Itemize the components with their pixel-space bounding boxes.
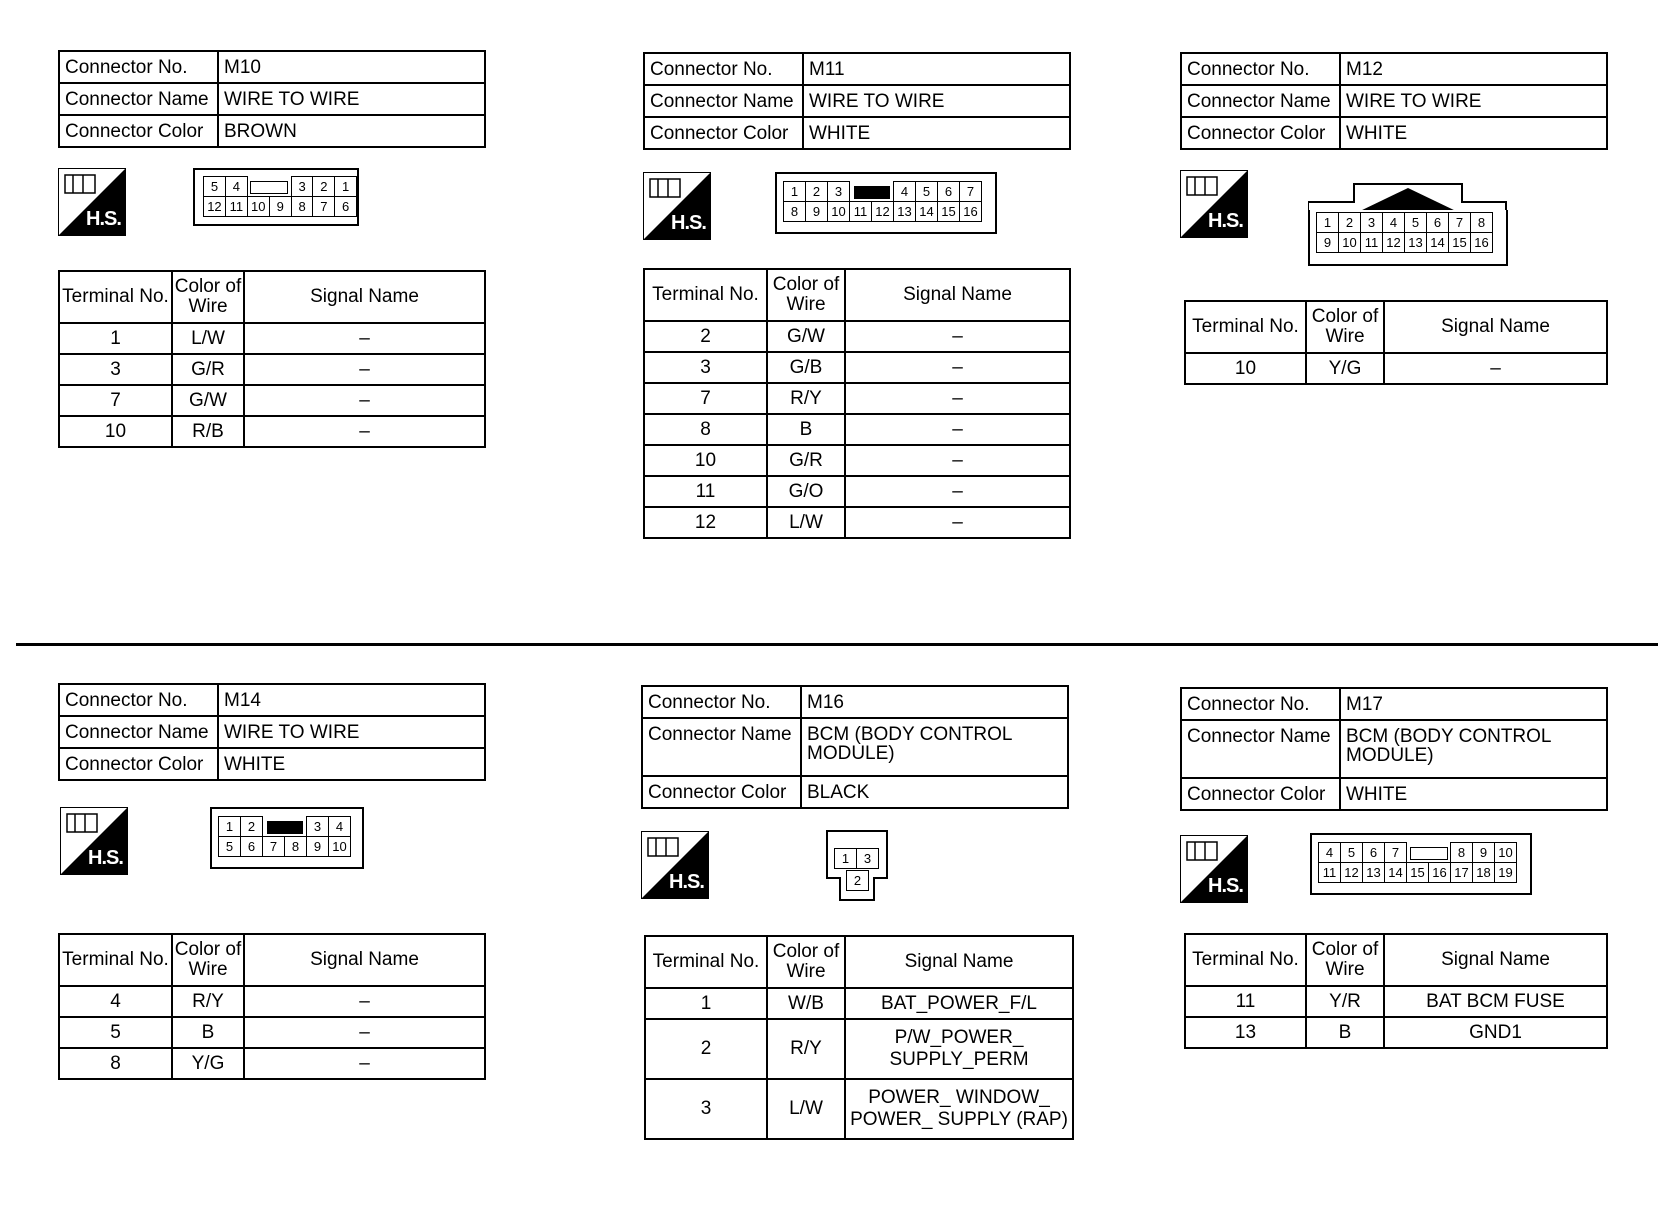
pin: 4 <box>1319 843 1341 863</box>
pin: 10 <box>1339 233 1361 253</box>
hs-label: H.S. <box>669 871 704 893</box>
pin: 1 <box>835 849 857 869</box>
table-row: 4 R/Y – <box>59 986 485 1017</box>
connector-body <box>1308 210 1508 266</box>
pin: 7 <box>960 182 982 202</box>
table-row: 7 R/Y – <box>644 383 1070 414</box>
pin: 5 <box>204 177 226 197</box>
header-color-of-wire: Color of Wire <box>767 936 845 988</box>
connector-name-value: WIRE TO WIRE <box>803 85 1070 117</box>
connector-color-value: BLACK <box>801 776 1068 808</box>
pin-grid <box>834 848 879 869</box>
pin-grid <box>1316 212 1493 253</box>
connector-panel-m10 <box>58 50 498 442</box>
connector-no-value: M16 <box>801 686 1068 718</box>
table-row: 3 G/R – <box>59 354 485 385</box>
pin: 5 <box>1341 843 1363 863</box>
pin: 3 <box>857 849 879 869</box>
connector-no-value: M11 <box>803 53 1070 85</box>
connector-name-value: BCM (BODY CONTROL MODULE) <box>1340 720 1607 778</box>
pin: 16 <box>960 202 982 222</box>
pin: 6 <box>335 197 357 217</box>
pin: 12 <box>1341 863 1363 883</box>
pin-grid <box>218 816 351 857</box>
pin: 8 <box>291 197 313 217</box>
connector-panel-m11 <box>643 52 1083 533</box>
connector-face-diagram <box>193 168 359 226</box>
pin: 15 <box>1407 863 1429 883</box>
pin: 11 <box>1319 863 1341 883</box>
connector-info-table <box>1180 52 1608 150</box>
pin: 6 <box>938 182 960 202</box>
label-connector-color: Connector Color <box>1181 117 1340 149</box>
header-color-of-wire: Color of Wire <box>767 269 845 321</box>
table-row: 12 L/W – <box>644 507 1070 538</box>
table-row: 1 W/B BAT_POWER_F/L <box>645 988 1073 1019</box>
table-row: 10 Y/G – <box>1185 353 1607 384</box>
table-row: 10 R/B – <box>59 416 485 447</box>
hs-label: H.S. <box>88 847 123 869</box>
pin: 5 <box>1405 213 1427 233</box>
table-row: 7 G/W – <box>59 385 485 416</box>
pin: 10 <box>1495 843 1517 863</box>
connector-no-value: M14 <box>218 684 485 716</box>
pin-grid <box>783 181 982 222</box>
pin: 15 <box>1449 233 1471 253</box>
label-connector-no: Connector No. <box>1181 53 1340 85</box>
pin: 9 <box>1473 843 1495 863</box>
label-connector-color: Connector Color <box>59 748 218 780</box>
pin: 17 <box>1451 863 1473 883</box>
table-row: 11 G/O – <box>644 476 1070 507</box>
pin: 7 <box>313 197 335 217</box>
pin: 2 <box>241 817 263 837</box>
connector-color-value: WHITE <box>218 748 485 780</box>
pin: 11 <box>225 197 247 217</box>
table-row: 8 Y/G – <box>59 1048 485 1079</box>
connector-info-table <box>58 683 486 781</box>
hs-label: H.S. <box>1208 210 1243 232</box>
pin: 8 <box>1471 213 1493 233</box>
label-connector-name: Connector Name <box>642 718 801 776</box>
harness-side-icon <box>1180 170 1248 238</box>
header-color-of-wire: Color of Wire <box>1306 301 1384 353</box>
connector-color-value: WHITE <box>1340 778 1607 810</box>
table-row: 2 R/Y P/W_POWER_ SUPPLY_PERM <box>645 1019 1073 1079</box>
pin: 5 <box>916 182 938 202</box>
hs-label: H.S. <box>86 208 121 230</box>
pin: 16 <box>1429 863 1451 883</box>
connector-color-value: WHITE <box>1340 117 1607 149</box>
connector-panel-m12 <box>1180 52 1620 379</box>
connector-name-value: WIRE TO WIRE <box>1340 85 1607 117</box>
label-connector-name: Connector Name <box>59 716 218 748</box>
pin: 4 <box>225 177 247 197</box>
connector-panel-m16 <box>641 685 1081 1130</box>
header-terminal-no: Terminal No. <box>1185 301 1306 353</box>
pin: 16 <box>1471 233 1493 253</box>
pin: 1 <box>335 177 357 197</box>
table-row: 3 G/B – <box>644 352 1070 383</box>
pin: 11 <box>1361 233 1383 253</box>
pin: 9 <box>269 197 291 217</box>
key-slot <box>263 817 307 837</box>
table-row: 13 B GND1 <box>1185 1017 1607 1048</box>
harness-side-icon <box>641 831 709 899</box>
pin: 6 <box>1427 213 1449 233</box>
table-row: 11 Y/R BAT BCM FUSE <box>1185 986 1607 1017</box>
pin: 1 <box>784 182 806 202</box>
label-connector-name: Connector Name <box>59 83 218 115</box>
harness-side-icon <box>58 168 126 236</box>
terminal-table <box>58 270 486 448</box>
label-connector-color: Connector Color <box>642 776 801 808</box>
pin: 4 <box>1383 213 1405 233</box>
pin: 14 <box>1427 233 1449 253</box>
connector-color-value: BROWN <box>218 115 485 147</box>
pin: 13 <box>894 202 916 222</box>
pin: 13 <box>1363 863 1385 883</box>
pin: 12 <box>1383 233 1405 253</box>
pin: 5 <box>219 837 241 857</box>
pin: 2 <box>806 182 828 202</box>
key-slot <box>1407 843 1451 863</box>
table-row: 5 B – <box>59 1017 485 1048</box>
pin: 9 <box>307 837 329 857</box>
pin: 9 <box>806 202 828 222</box>
terminal-table <box>643 268 1071 539</box>
table-row: 8 B – <box>644 414 1070 445</box>
connector-face-diagram <box>826 830 888 902</box>
pin: 14 <box>1385 863 1407 883</box>
connector-info-table <box>641 685 1069 809</box>
terminal-table <box>644 935 1074 1140</box>
label-connector-name: Connector Name <box>1181 720 1340 778</box>
harness-side-icon <box>1180 835 1248 903</box>
header-terminal-no: Terminal No. <box>644 269 767 321</box>
pin: 13 <box>1405 233 1427 253</box>
header-terminal-no: Terminal No. <box>59 271 172 323</box>
pin: 9 <box>1317 233 1339 253</box>
harness-side-icon <box>643 172 711 240</box>
header-signal-name: Signal Name <box>845 269 1070 321</box>
hs-label: H.S. <box>671 212 706 234</box>
key-slot <box>247 177 291 197</box>
harness-side-icon <box>60 807 128 875</box>
pin: 8 <box>784 202 806 222</box>
pin: 19 <box>1495 863 1517 883</box>
hs-label: H.S. <box>1208 875 1243 897</box>
connector-panel-m17 <box>1180 687 1620 1043</box>
pin: 12 <box>204 197 226 217</box>
pin: 3 <box>307 817 329 837</box>
connector-no-value: M10 <box>218 51 485 83</box>
label-connector-no: Connector No. <box>1181 688 1340 720</box>
connector-face-diagram <box>210 807 364 869</box>
pin: 3 <box>291 177 313 197</box>
label-connector-name: Connector Name <box>1181 85 1340 117</box>
pin: 18 <box>1473 863 1495 883</box>
header-signal-name: Signal Name <box>1384 301 1607 353</box>
pin-grid <box>1318 842 1517 883</box>
pin: 7 <box>263 837 285 857</box>
label-connector-color: Connector Color <box>59 115 218 147</box>
terminal-table <box>58 933 486 1080</box>
header-terminal-no: Terminal No. <box>59 934 172 986</box>
pin: 1 <box>1317 213 1339 233</box>
header-color-of-wire: Color of Wire <box>1306 934 1384 986</box>
pin: 10 <box>828 202 850 222</box>
pin-grid <box>846 870 869 891</box>
connector-panel-m14 <box>58 683 498 1074</box>
pin: 11 <box>850 202 872 222</box>
label-connector-no: Connector No. <box>59 51 218 83</box>
connector-color-value: WHITE <box>803 117 1070 149</box>
pin: 14 <box>916 202 938 222</box>
terminal-table <box>1184 933 1608 1049</box>
table-row: 3 L/W POWER_ WINDOW_ POWER_ SUPPLY (RAP) <box>645 1079 1073 1139</box>
connector-name-value: WIRE TO WIRE <box>218 716 485 748</box>
pin: 12 <box>872 202 894 222</box>
connector-info-table <box>643 52 1071 150</box>
table-row: 10 G/R – <box>644 445 1070 476</box>
pin: 2 <box>847 871 869 891</box>
pin: 2 <box>1339 213 1361 233</box>
pin: 6 <box>1363 843 1385 863</box>
pin: 15 <box>938 202 960 222</box>
label-connector-no: Connector No. <box>642 686 801 718</box>
pin: 10 <box>329 837 351 857</box>
pin: 10 <box>247 197 269 217</box>
pin: 3 <box>828 182 850 202</box>
connector-info-table <box>1180 687 1608 811</box>
header-terminal-no: Terminal No. <box>645 936 767 988</box>
header-signal-name: Signal Name <box>1384 934 1607 986</box>
section-divider <box>16 643 1658 646</box>
connector-face-diagram <box>775 172 997 234</box>
label-connector-color: Connector Color <box>1181 778 1340 810</box>
label-connector-no: Connector No. <box>59 684 218 716</box>
pin: 6 <box>241 837 263 857</box>
connector-face-diagram <box>1310 833 1532 895</box>
header-signal-name: Signal Name <box>244 934 485 986</box>
label-connector-no: Connector No. <box>644 53 803 85</box>
header-signal-name: Signal Name <box>845 936 1073 988</box>
connector-name-value: BCM (BODY CONTROL MODULE) <box>801 718 1068 776</box>
connector-face-diagram <box>1308 182 1508 272</box>
pin: 7 <box>1385 843 1407 863</box>
key-slot <box>850 182 894 202</box>
pin: 2 <box>313 177 335 197</box>
connector-name-value: WIRE TO WIRE <box>218 83 485 115</box>
pin: 1 <box>219 817 241 837</box>
pin-grid <box>203 176 357 217</box>
table-row: 2 G/W – <box>644 321 1070 352</box>
header-color-of-wire: Color of Wire <box>172 271 244 323</box>
pin: 4 <box>894 182 916 202</box>
pin: 3 <box>1361 213 1383 233</box>
terminal-table <box>1184 300 1608 385</box>
connector-info-table <box>58 50 486 148</box>
connector-no-value: M17 <box>1340 688 1607 720</box>
label-connector-name: Connector Name <box>644 85 803 117</box>
header-signal-name: Signal Name <box>244 271 485 323</box>
header-color-of-wire: Color of Wire <box>172 934 244 986</box>
label-connector-color: Connector Color <box>644 117 803 149</box>
pin: 8 <box>1451 843 1473 863</box>
pin: 8 <box>285 837 307 857</box>
header-terminal-no: Terminal No. <box>1185 934 1306 986</box>
connector-no-value: M12 <box>1340 53 1607 85</box>
table-row: 1 L/W – <box>59 323 485 354</box>
pin: 4 <box>329 817 351 837</box>
pin: 7 <box>1449 213 1471 233</box>
